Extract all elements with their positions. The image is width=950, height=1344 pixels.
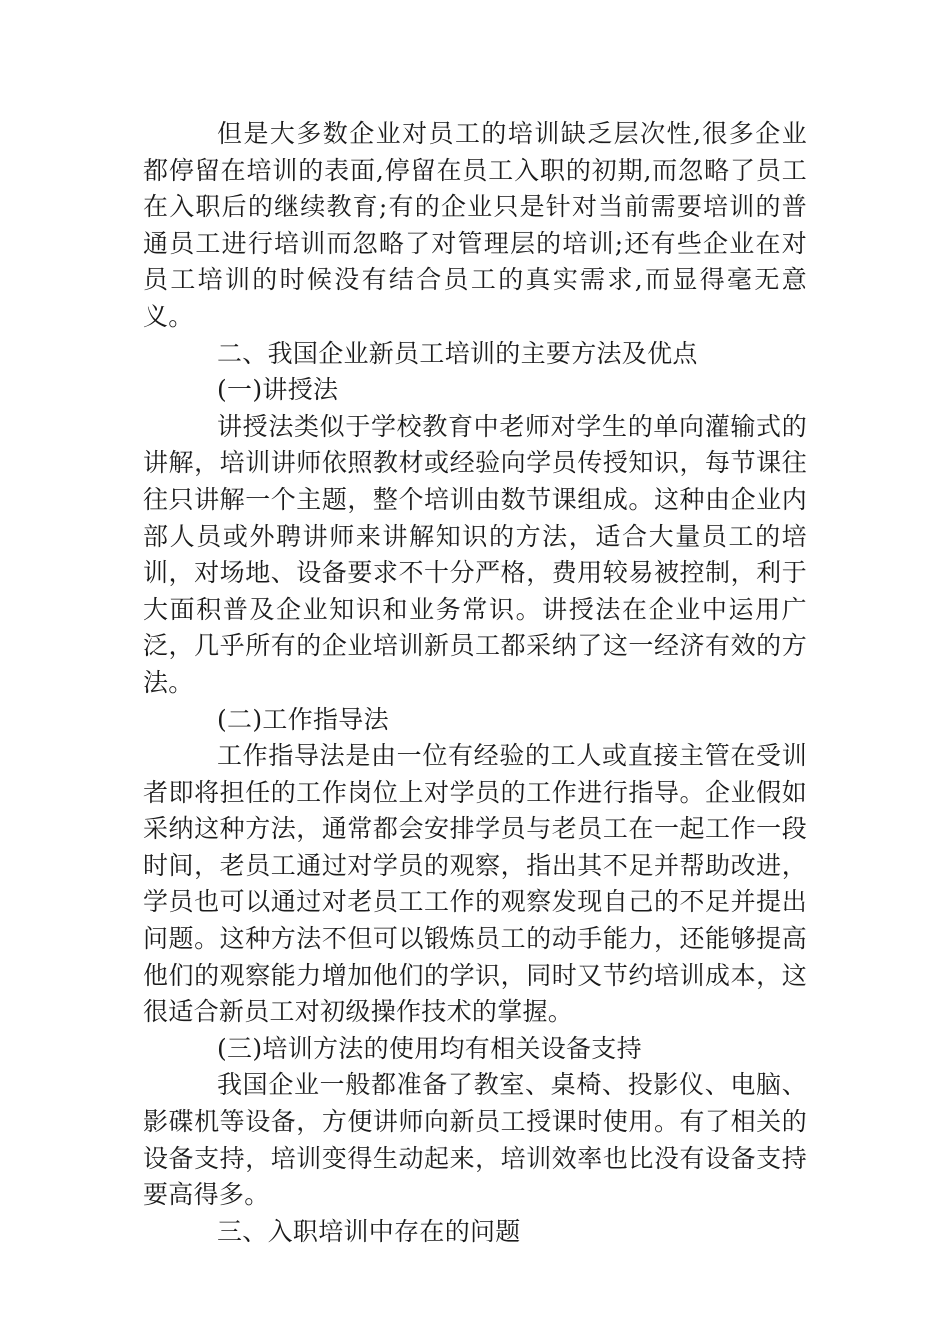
- paragraph-training-lack-hierarchy: 但是大多数企业对员工的培训缺乏层次性,很多企业都停留在培训的表面,停留在员工入职的初期,而忽略了员工在入职后的继续教育;有的企业只是针对当前需要培训的普通员工进行培训而忽略了对管理层的培训;还有些企业在对员工培训的时候没有结合员工的真实需求,而显得毫无意义。: [143, 119, 807, 331]
- subheading-job-instruction-method: (二)工作指导法: [217, 704, 389, 734]
- subheading-lecture-method: (一)讲授法: [217, 375, 339, 405]
- document-page: [143, 116, 807, 1250]
- section-heading-problems: 三、入职培训中存在的问题: [217, 1216, 521, 1246]
- paragraph-equipment-support: 我国企业一般都准备了教室、桌椅、投影仪、电脑、影碟机等设备，方便讲师向新员工授课时使用。有了相关的设备支持，培训变得生动起来，培训效率也比没有设备支持要高得多。: [143, 1070, 807, 1210]
- section-heading-methods: 二、我国企业新员工培训的主要方法及优点: [217, 338, 698, 368]
- paragraph-job-instruction-method: 工作指导法是由一位有经验的工人或直接主管在受训者即将担任的工作岗位上对学员的工作进行指导。企业假如采纳这种方法，通常都会安排学员与老员工在一起工作一段时间，老员工通过对学员的观察，指出其不足并帮助改进，学员也可以通过对老员工工作的观察发现自己的不足并提出问题。这种方法不但可以锻炼员工的动手能力，还能够提高他们的观察能力增加他们的学识，同时又节约培训成本，这很适合新员工对初级操作技术的掌握。: [143, 741, 807, 1027]
- subheading-equipment-support: (三)培训方法的使用均有相关设备支持: [217, 1033, 642, 1063]
- paragraph-lecture-method: 讲授法类似于学校教育中老师对学生的单向灌输式的讲解，培训讲师依照教材或经验向学员传授知识，每节课往往只讲解一个主题，整个培训由数节课组成。这种由企业内部人员或外聘讲师来讲解知识的方法，适合大量员工的培训，对场地、设备要求不十分严格，费用较易被控制，利于大面积普及企业知识和业务常识。讲授法在企业中运用广泛，几乎所有的企业培训新员工都采纳了这一经济有效的方法。: [143, 411, 807, 697]
